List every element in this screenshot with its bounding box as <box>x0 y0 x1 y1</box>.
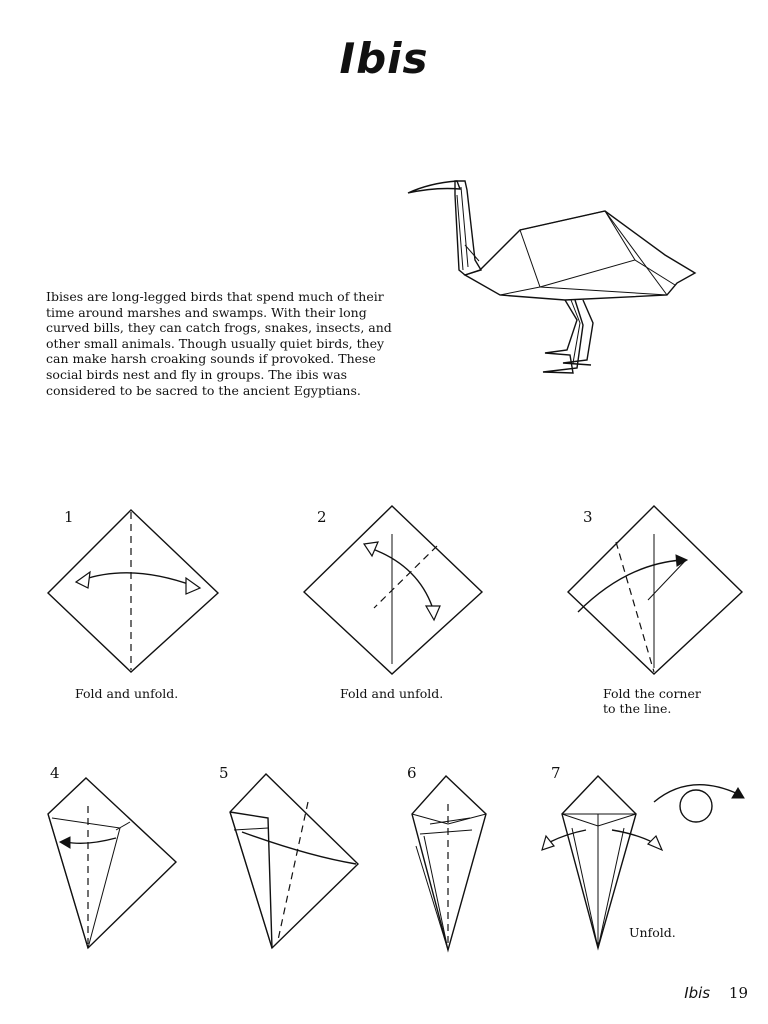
page-title: Ibis <box>339 34 429 83</box>
step-2-number: 2 <box>317 508 327 526</box>
page-footer <box>684 984 748 1002</box>
step-6-number: 6 <box>407 764 417 782</box>
step-3-diagram <box>566 504 746 680</box>
step-1-caption: Fold and unfold. <box>75 686 179 701</box>
step-7-caption: Unfold. <box>629 925 676 940</box>
step-2-diagram <box>302 504 486 680</box>
ibis-illustration <box>405 175 705 389</box>
step-1-number: 1 <box>64 508 74 526</box>
step-4-diagram <box>46 776 180 956</box>
step-5-number: 5 <box>219 764 229 782</box>
step-7-number: 7 <box>551 764 561 782</box>
step-1-diagram <box>46 508 222 680</box>
footer-title: Ibis <box>684 984 711 1002</box>
step-2-caption: Fold and unfold. <box>340 686 444 701</box>
step-4-number: 4 <box>50 764 60 782</box>
step-3-caption: Fold the corner to the line. <box>603 686 701 716</box>
step-5-diagram <box>228 772 362 958</box>
turn-over-icon <box>650 776 750 830</box>
intro-paragraph: Ibises are long-legged birds that spend much of their time around marshes and swamps. With their long curved bills, they can catch frogs, snakes, insects, and other small animals. Though usually quiet birds, they can make harsh croaking sounds if provoked. These social birds nest and fly in groups. The ibis was considered to be sacred to the ancient Egyptians. <box>46 289 392 398</box>
step-3-number: 3 <box>583 508 593 526</box>
step-6-diagram <box>410 774 490 958</box>
page-number: 19 <box>728 984 748 1002</box>
